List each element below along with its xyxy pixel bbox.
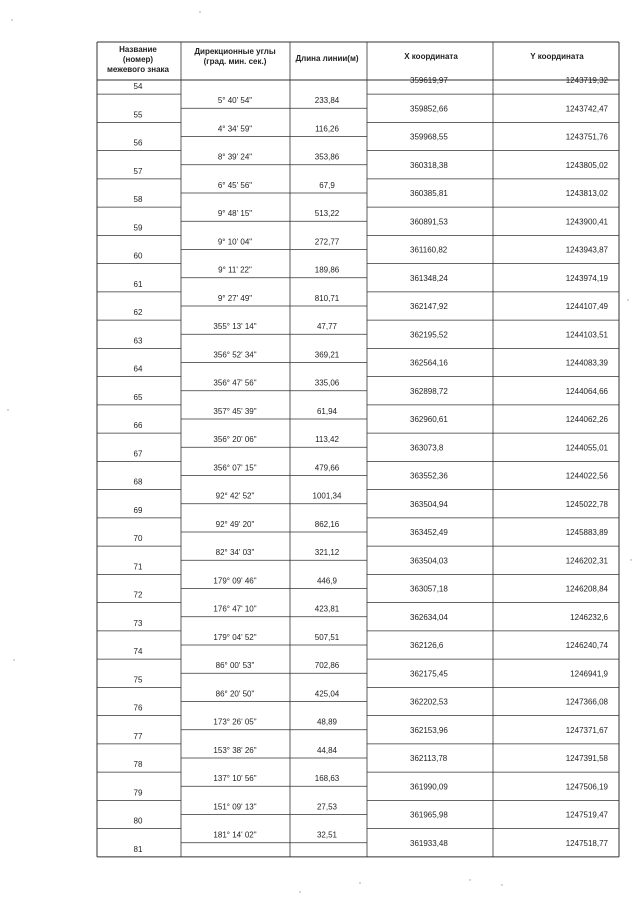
line-length: 862,16 — [314, 519, 340, 529]
direction-angle: 356° 07' 15" — [213, 463, 257, 473]
y-coordinate: 1245022,78 — [565, 499, 608, 509]
direction-angle: 5° 40' 54" — [217, 96, 253, 106]
header-name-line-3: межевого знака — [106, 65, 170, 74]
header-angle-line-1: Дирекционные углы — [194, 47, 276, 56]
point-name: 80 — [133, 816, 143, 826]
y-coordinate: 1243805,02 — [565, 160, 608, 170]
y-coordinate: 1244062,26 — [565, 415, 608, 424]
x-coordinate: 362202,53 — [410, 697, 448, 707]
point-name: 62 — [133, 308, 143, 317]
x-coordinate: 359968,55 — [410, 132, 448, 142]
header-angle-line-2: (град. мин. сек.) — [203, 57, 267, 66]
x-coordinate: 361990,09 — [410, 782, 448, 792]
direction-angle: 181° 14' 02" — [213, 830, 257, 840]
x-coordinate: 361933,48 — [410, 838, 448, 848]
line-length: 272,77 — [314, 237, 340, 247]
table-header — [107, 45, 584, 74]
line-length: 27,53 — [316, 802, 338, 812]
scan-speck — [7, 409, 8, 410]
direction-angle: 357° 45' 39" — [213, 406, 257, 416]
x-coordinate: 363073,8 — [410, 443, 444, 453]
x-coordinate: 359852,66 — [410, 104, 448, 114]
line-length: 507,51 — [314, 632, 340, 642]
y-coordinate: 1244022,56 — [565, 471, 608, 481]
direction-angle: 356° 47' 56" — [213, 378, 257, 388]
line-length: 353,86 — [314, 152, 340, 162]
direction-angle: 86° 00' 53" — [215, 661, 255, 671]
point-name: 73 — [133, 618, 143, 628]
x-coordinate: 361348,24 — [410, 273, 448, 283]
x-coordinate: 363452,49 — [410, 528, 448, 537]
scan-speck — [469, 879, 470, 880]
scan-speck — [630, 559, 631, 560]
direction-angle: 92° 49' 20" — [215, 519, 255, 529]
scan-speck — [11, 19, 12, 20]
direction-angle: 355° 13' 14" — [213, 322, 257, 332]
line-length: 189,86 — [314, 265, 340, 275]
line-length: 425,04 — [314, 689, 340, 699]
point-name: 57 — [133, 166, 143, 176]
line-length: 810,71 — [314, 293, 340, 303]
point-name: 77 — [133, 731, 143, 741]
point-name: 55 — [133, 110, 143, 120]
header-length: Длина линии(м) — [295, 54, 359, 63]
point-name: 65 — [133, 392, 143, 402]
y-coordinate: 1244064,66 — [565, 386, 608, 396]
y-coordinate: 1243813,02 — [565, 189, 608, 198]
header-name-line-2: (номер) — [122, 55, 154, 64]
point-name: 75 — [133, 675, 143, 685]
direction-angle: 151° 09' 13" — [213, 802, 257, 812]
line-length: 168,63 — [314, 774, 340, 784]
y-coordinate: 1243943,87 — [565, 245, 608, 255]
scan-speck — [501, 884, 502, 885]
line-length: 233,84 — [314, 96, 340, 106]
point-name: 66 — [133, 421, 143, 430]
point-name: 64 — [133, 364, 143, 374]
x-coordinate: 361160,82 — [410, 245, 448, 255]
point-name: 54 — [133, 82, 143, 91]
direction-angle: 92° 42' 52" — [215, 491, 255, 501]
x-coordinate: 362634,04 — [410, 612, 448, 622]
direction-angle: 176° 47' 10" — [213, 604, 257, 614]
point-name: 68 — [133, 477, 143, 487]
x-coordinate: 363504,94 — [410, 499, 448, 509]
x-coordinate: 360891,53 — [410, 217, 448, 227]
header-name-line-1: Название — [119, 45, 157, 54]
x-coordinate: 363504,03 — [410, 556, 448, 566]
point-name: 79 — [133, 788, 143, 798]
point-name: 74 — [133, 647, 143, 656]
y-coordinate: 1243719,32 — [565, 76, 608, 85]
line-length: 369,21 — [314, 350, 340, 360]
point-name: 61 — [133, 279, 143, 289]
direction-angle: 9° 48' 15" — [217, 209, 253, 219]
y-coordinate: 1244103,51 — [565, 330, 608, 340]
x-coordinate: 362113,78 — [410, 754, 448, 763]
point-name: 59 — [133, 223, 143, 233]
direction-angle: 356° 20' 06" — [213, 435, 257, 445]
y-coordinate: 1247391,58 — [565, 754, 608, 763]
direction-angle: 153° 38' 26" — [213, 745, 257, 755]
y-coordinate: 1246232,6 — [570, 612, 608, 622]
scan-speck — [13, 659, 14, 660]
y-coordinate: 1245883,89 — [565, 528, 608, 537]
direction-angle: 137° 10' 56" — [213, 774, 257, 784]
point-name: 76 — [133, 703, 143, 713]
direction-angle: 179° 04' 52" — [213, 632, 257, 642]
y-coordinate: 1243900,41 — [565, 217, 608, 227]
y-coordinate: 1243742,47 — [565, 104, 608, 114]
line-length: 61,94 — [316, 406, 338, 416]
y-coordinate: 1243974,19 — [565, 273, 608, 283]
y-coordinate: 1247371,67 — [565, 725, 608, 735]
direction-angle: 173° 26' 05" — [213, 717, 257, 727]
point-name: 70 — [133, 534, 143, 543]
x-coordinate: 362175,45 — [410, 669, 448, 679]
x-coordinate: 362564,16 — [410, 358, 448, 368]
line-length: 47,77 — [316, 322, 338, 332]
x-coordinate: 361965,98 — [410, 810, 448, 820]
point-name: 71 — [133, 562, 143, 572]
direction-angle: 4° 34' 59" — [217, 124, 253, 134]
x-coordinate: 362960,61 — [410, 415, 448, 424]
line-length: 32,51 — [316, 830, 338, 840]
x-coordinate: 363552,36 — [410, 471, 448, 481]
x-coordinate: 360318,38 — [410, 160, 448, 170]
direction-angle: 86° 20' 50" — [215, 689, 255, 699]
point-name: 81 — [133, 844, 143, 854]
direction-angle: 8° 39' 24" — [217, 152, 253, 162]
y-coordinate: 1247366,08 — [565, 697, 608, 707]
direction-angle: 6° 45' 56" — [217, 180, 253, 190]
point-name: 58 — [133, 195, 143, 204]
line-length: 479,66 — [314, 463, 340, 473]
direction-angle: 82° 34' 03" — [215, 548, 255, 558]
line-length: 321,12 — [314, 548, 340, 558]
line-length: 423,81 — [314, 604, 340, 614]
header-x-coordinate: X координата — [404, 52, 458, 61]
x-coordinate: 362898,72 — [410, 386, 448, 396]
x-coordinate: 362195,52 — [410, 330, 448, 340]
y-coordinate: 1246240,74 — [565, 641, 608, 650]
direction-angle: 9° 27' 49" — [217, 293, 253, 303]
point-name: 69 — [133, 505, 143, 515]
point-name: 56 — [133, 138, 143, 148]
y-coordinate: 1244055,01 — [565, 443, 608, 453]
point-name: 78 — [133, 760, 143, 769]
point-name: 60 — [133, 251, 143, 261]
direction-angle: 356° 52' 34" — [213, 350, 257, 360]
direction-angle: 179° 09' 46" — [213, 576, 257, 586]
scan-specks — [7, 11, 631, 892]
line-length: 1001,34 — [312, 491, 342, 501]
x-coordinate: 362126,6 — [410, 641, 444, 650]
x-coordinate: 360385,81 — [410, 189, 448, 198]
line-length: 446,9 — [316, 576, 338, 586]
x-coordinate: 363057,18 — [410, 584, 448, 594]
line-length: 513,22 — [314, 209, 340, 219]
y-coordinate: 1247519,47 — [565, 810, 608, 820]
scan-speck — [627, 299, 628, 300]
y-coordinate: 1246202,31 — [565, 556, 608, 566]
line-length: 48,89 — [316, 717, 338, 727]
line-length: 67,9 — [319, 180, 335, 190]
direction-angle: 9° 11' 22" — [218, 265, 252, 275]
scan-speck — [199, 11, 200, 12]
scan-speck — [299, 891, 300, 892]
line-length: 116,26 — [315, 124, 339, 134]
line-length: 335,06 — [314, 378, 340, 388]
x-coordinate: 359619,97 — [410, 76, 448, 85]
x-coordinate: 362147,92 — [410, 302, 448, 311]
x-coordinate: 362153,96 — [410, 725, 448, 735]
point-name: 67 — [133, 449, 143, 459]
direction-angle: 9° 10' 04" — [217, 237, 253, 247]
point-name: 63 — [133, 336, 143, 346]
y-coordinate: 1243751,76 — [565, 132, 608, 142]
y-coordinate: 1247518,77 — [565, 838, 608, 848]
y-coordinate: 1244107,49 — [565, 302, 608, 311]
table-grid — [97, 42, 619, 857]
line-length: 702,86 — [314, 661, 340, 671]
y-coordinate: 1244083,39 — [565, 358, 608, 368]
line-length: 113,42 — [315, 435, 339, 445]
header-y-coordinate: Y координата — [530, 52, 584, 61]
point-name: 72 — [133, 590, 143, 600]
line-length: 44,84 — [316, 745, 338, 755]
y-coordinate: 1246941,9 — [570, 669, 608, 679]
scan-speck — [359, 882, 360, 883]
y-coordinate: 1247506,19 — [565, 782, 608, 792]
y-coordinate: 1246208,84 — [565, 584, 608, 594]
